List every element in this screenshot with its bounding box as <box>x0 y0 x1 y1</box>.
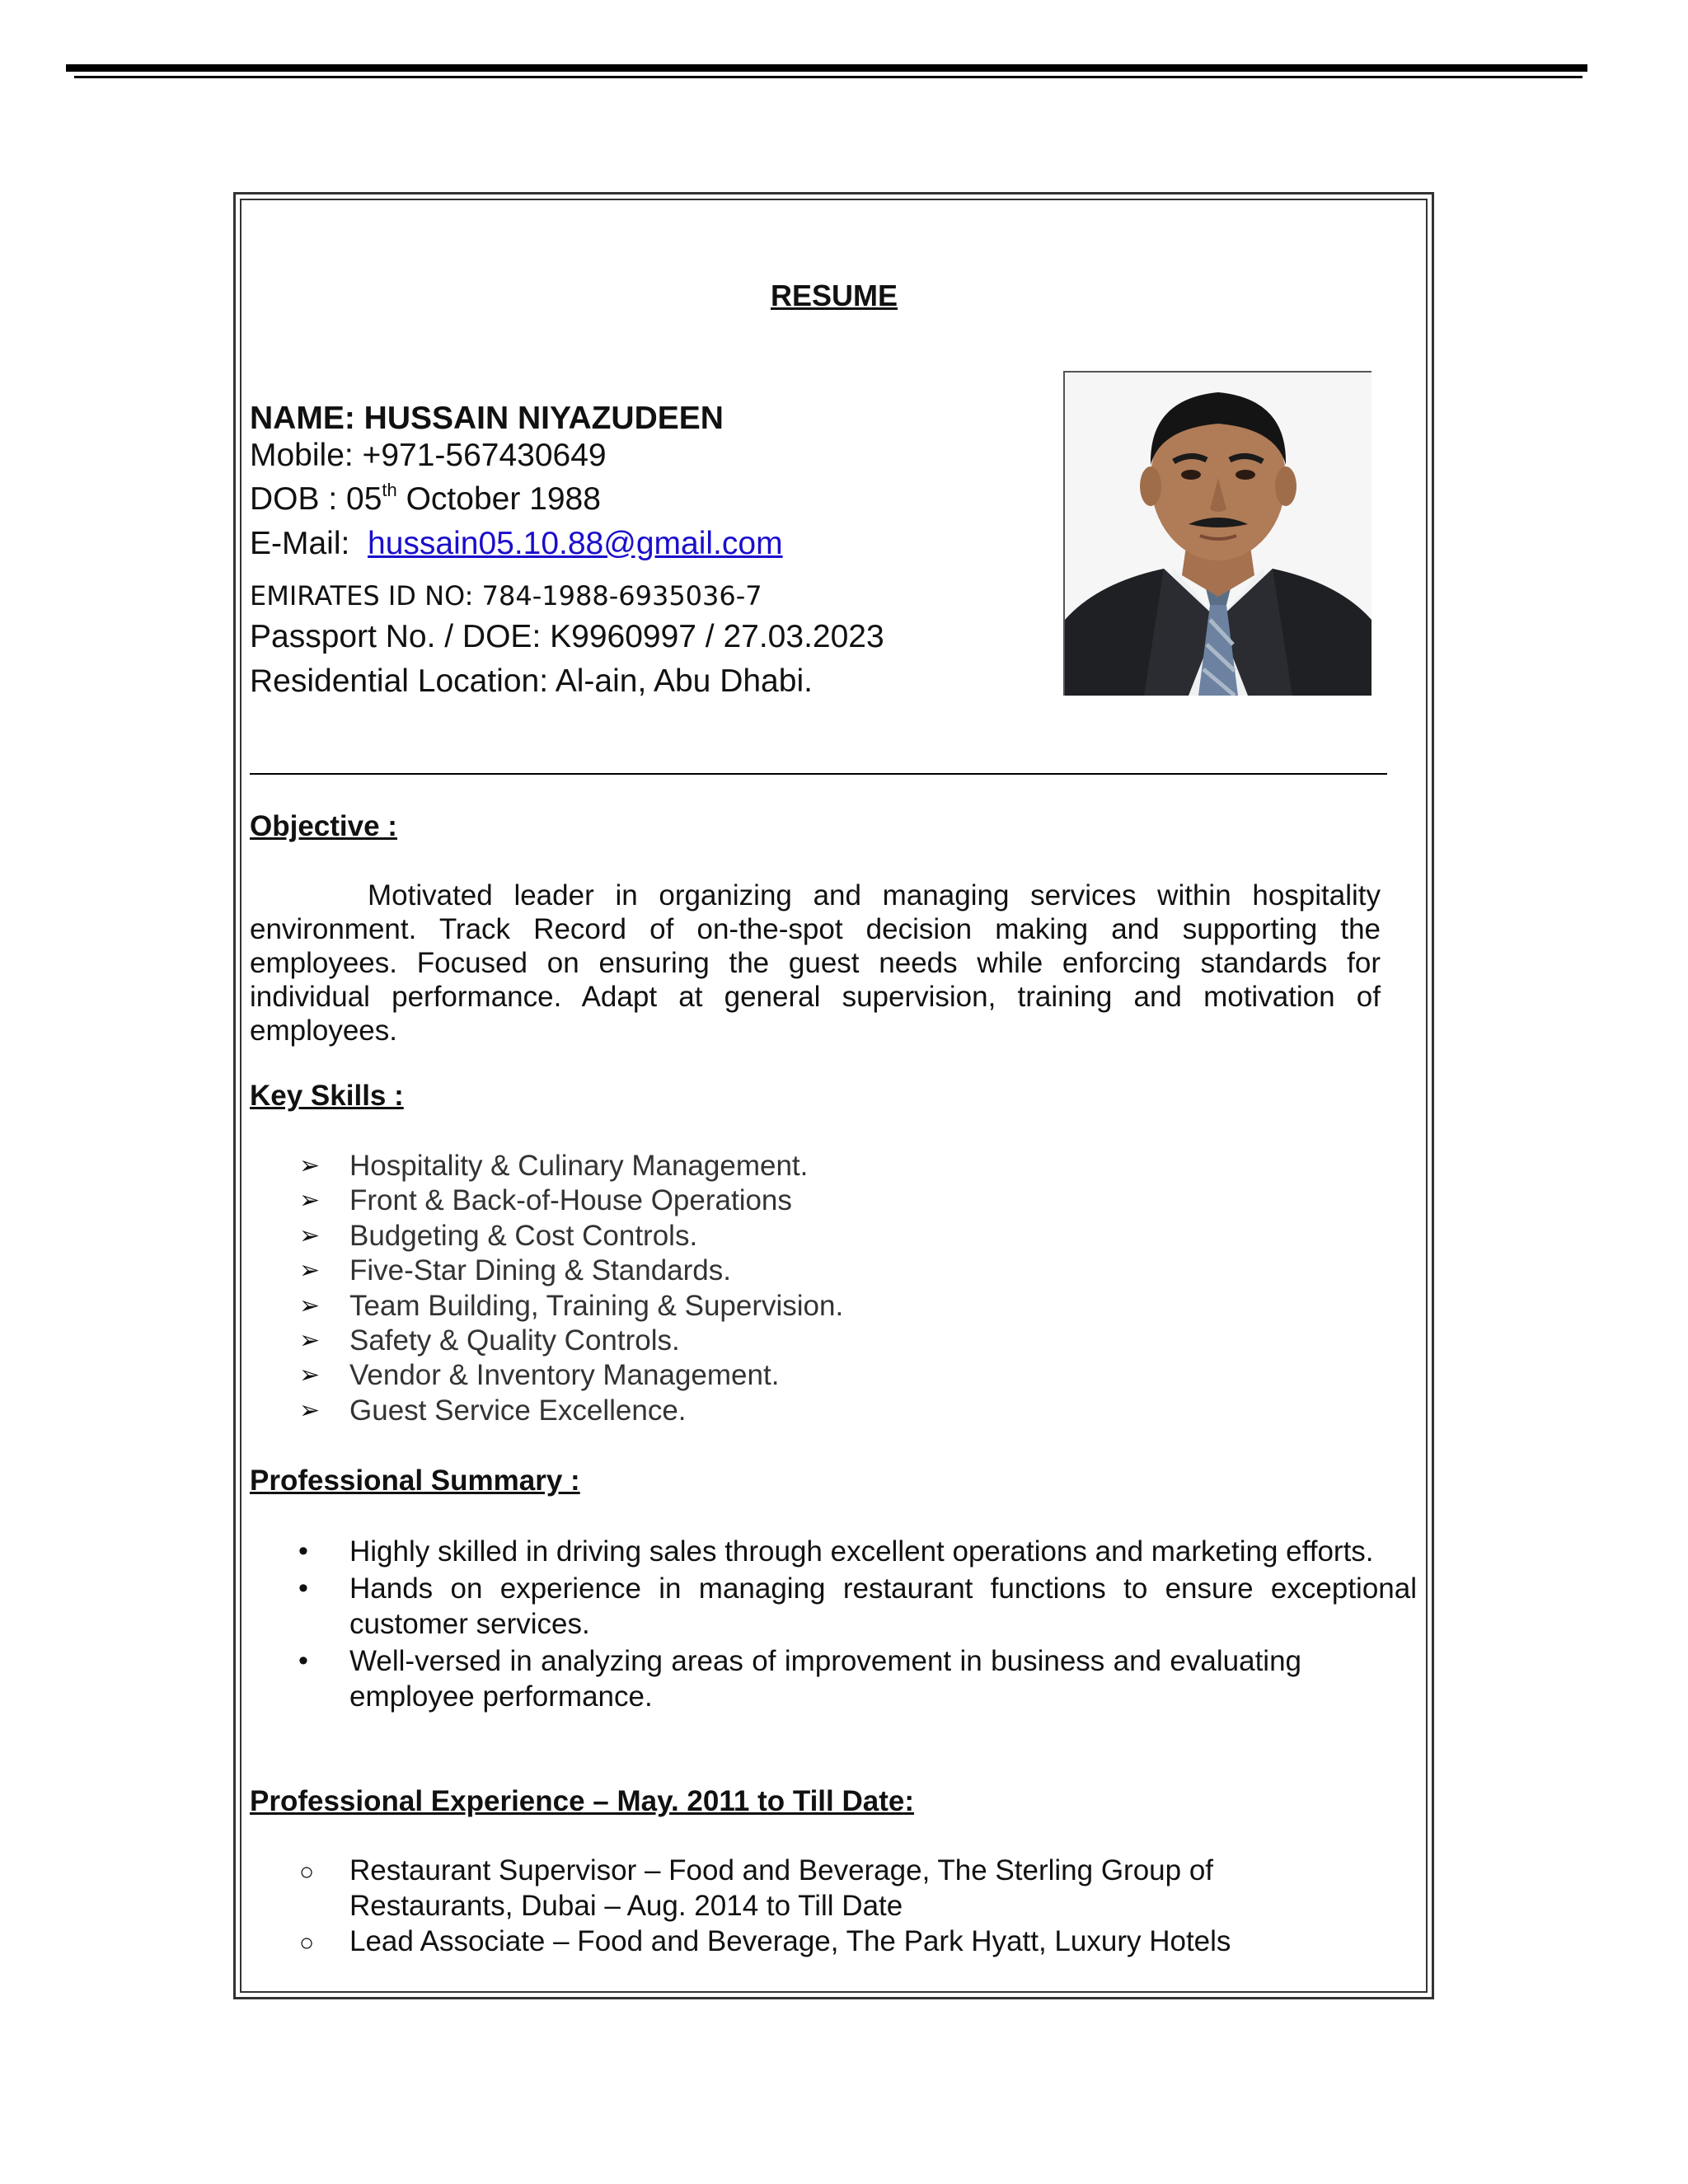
experience-text: Restaurant Supervisor – Food and Beverage, The Sterling Group of Restaurants, Dubai – Aug. 2014 to Till Date <box>349 1854 1214 1922</box>
skill-text: Team Building, Training & Supervision. <box>349 1289 844 1322</box>
list-item <box>250 1289 843 1324</box>
objective-text: Motivated leader in organizing and managing services within hospitality environment. Track Record of on-the-spot decision making and supporting the employees. Focused on ensuring the guest needs while enforcing standards for individual performance. Adapt at general supervision, training and motivation of employees. <box>250 879 1381 1047</box>
list-item <box>250 1254 843 1288</box>
residential-location: Residential Location: Al-ain, Abu Dhabi. <box>250 663 813 699</box>
skill-text: Guest Service Excellence. <box>349 1394 687 1427</box>
skill-text: Budgeting & Cost Controls. <box>349 1219 698 1252</box>
arrow-bullet-icon: ➢ <box>299 1257 321 1285</box>
list-item <box>250 1149 843 1183</box>
skill-text: Five-Star Dining & Standards. <box>349 1254 731 1287</box>
resume-title: RESUME <box>771 279 898 312</box>
top-rule <box>66 64 1587 72</box>
list-item <box>250 1853 1231 1924</box>
profile-photo <box>1063 371 1372 696</box>
skill-text: Safety & Quality Controls. <box>349 1324 680 1357</box>
key-skills-heading: Key Skills : <box>250 1080 404 1112</box>
list-item <box>250 1571 1417 1642</box>
arrow-bullet-icon: ➢ <box>299 1396 321 1424</box>
separator-line <box>250 773 1387 775</box>
emirates-id: EMIRATES ID NO: 784-1988-6935036-7 <box>250 580 762 612</box>
professional-experience-list <box>250 1853 1354 1959</box>
arrow-bullet-icon: ➢ <box>299 1361 321 1390</box>
key-skills-list <box>250 1149 843 1428</box>
arrow-bullet-icon: ➢ <box>299 1152 321 1179</box>
dob-prefix: DOB : 05 <box>250 481 382 517</box>
arrow-bullet-icon: ➢ <box>299 1326 321 1354</box>
experience-text: Lead Associate – Food and Beverage, The Park Hyatt, Luxury Hotels <box>349 1925 1231 1957</box>
dot-bullet-icon: • <box>298 1535 308 1567</box>
list-item <box>250 1924 1354 1959</box>
list-item <box>250 1183 843 1218</box>
list-item <box>250 1324 843 1358</box>
top-rule-thin <box>74 76 1582 78</box>
arrow-bullet-icon: ➢ <box>299 1187 321 1215</box>
summary-text: Highly skilled in driving sales through excellent operations and marketing efforts. <box>349 1535 1374 1568</box>
date-of-birth <box>250 480 601 518</box>
dot-bullet-icon: • <box>298 1572 308 1604</box>
summary-text: Hands on experience in managing restaurant functions to ensure exceptional customer services. <box>349 1572 1417 1640</box>
mobile-number: Mobile: +971-567430649 <box>250 438 607 473</box>
candidate-name: NAME: HUSSAIN NIYAZUDEEN <box>250 401 724 436</box>
skill-text: Hospitality & Culinary Management. <box>349 1150 809 1182</box>
list-item <box>250 1219 843 1254</box>
summary-text: Well-versed in analyzing areas of improvement in business and evaluating employee performance. <box>349 1645 1301 1713</box>
list-item <box>250 1534 1417 1569</box>
dot-bullet-icon: • <box>298 1645 308 1676</box>
arrow-bullet-icon: ➢ <box>299 1221 321 1249</box>
professional-summary-list <box>250 1534 1417 1716</box>
email-label: E-Mail: <box>250 526 368 561</box>
arrow-bullet-icon: ➢ <box>299 1291 321 1319</box>
circle-bullet-icon: ○ <box>299 1929 315 1957</box>
list-item <box>250 1643 1301 1714</box>
dob-suffix: October 1988 <box>396 481 601 517</box>
skill-text: Vendor & Inventory Management. <box>349 1359 780 1392</box>
professional-summary-heading: Professional Summary : <box>250 1465 580 1497</box>
list-item <box>250 1358 843 1393</box>
circle-bullet-icon: ○ <box>299 1858 315 1886</box>
email-link[interactable]: hussain05.10.88@gmail.com <box>368 526 783 561</box>
email-line <box>250 525 783 563</box>
passport-info: Passport No. / DOE: K9960997 / 27.03.2023 <box>250 619 884 654</box>
professional-experience-heading: Professional Experience – May. 2011 to Till Date: <box>250 1785 914 1817</box>
objective-heading: Objective : <box>250 810 397 842</box>
dob-ordinal: th <box>382 480 397 500</box>
skill-text: Front & Back-of-House Operations <box>349 1184 792 1217</box>
list-item <box>250 1394 843 1428</box>
